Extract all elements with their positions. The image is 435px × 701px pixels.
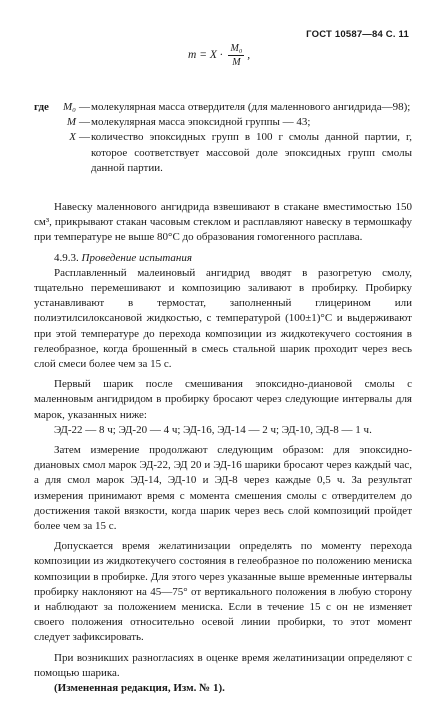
- page-header: ГОСТ 10587—84 С. 11: [306, 29, 409, 40]
- formula-comma: ,: [247, 49, 251, 62]
- formula-lhs: m: [188, 49, 197, 62]
- definition-row: [34, 100, 412, 115]
- section-title: Проведение испытания: [81, 251, 192, 264]
- definition-dash: —: [79, 131, 90, 144]
- paragraph-sample-prep: Навеску маленнового ангидрида взвешивают в стакане вместимостью 150 см³, прикрывают стакан часовым стеклом и расплавляют навеску в термошкафу при температуре не выше 80°С до образования гомогенного расплава.: [34, 201, 412, 244]
- paragraph-procedure: Расплавленный малеиновый ангидрид вводят в разогретую смолу, тщательно перемешивают и композицию заливают в пробирку. Пробирку устанавливают в термостат, заполненный глицерином или полиэтилсилоксановой жидкостью, с температурой (100±1)°С и выдерживают при этой температуре до перехода композиции из жидкотекучего состояния в гелеобразное, когда брошенный в смесь стальной шарик проходит через весь слой смеси более чем за 15 с.: [34, 266, 412, 371]
- section-heading: [34, 251, 412, 266]
- definition-row: [34, 115, 412, 130]
- definition-symbol: M: [66, 116, 76, 129]
- definition-dash: —: [79, 116, 90, 129]
- definition-text: количество эпоксидных групп в 100 г смолы данной партии, г, которое соответствует массовой доле эпоксидных групп смолы данной партии.: [91, 131, 412, 174]
- definition-symbol: X: [69, 131, 76, 144]
- body-text: [34, 200, 412, 701]
- paragraph-disputes: При возникших разногласиях в оценке время желатинизации определяют с помощью шарика.: [34, 651, 412, 679]
- definition-dash: —: [79, 101, 90, 113]
- paragraph-intervals-intro: Первый шарик после смешивания эпоксидно-диановой смолы с маленновым ангидридом в пробирку бросают через следующие интервалы для марок, указанных ниже:: [34, 378, 412, 421]
- definition-lead: где: [34, 101, 49, 113]
- formula-x: X: [209, 49, 217, 62]
- paragraph-measurement: Затем измерение продолжают следующим образом: для эпоксидно-диановых смол марок ЭД-22, ЭД 20 и ЭД-16 шарики бросают через каждый час, а для смол марок ЭД-14, ЭД-10 и ЭД-8 через каждые 0,5 ч. За результат измерения принимают время с момента смешения смолы с отвердителем до достижения такой вязкости, когда шарик через весь слой композиций пройдет более чем за 15 с.: [34, 444, 412, 533]
- definition-text: молекулярная масса эпоксидной группы — 43;: [91, 116, 311, 129]
- formula-dot: ·: [219, 49, 223, 62]
- formula-numerator: M₀: [230, 43, 243, 54]
- formula: [188, 42, 250, 69]
- paragraph-meniscus: Допускается время желатинизации определять по моменту перехода композиции из жидкотекучего состояния в гелеобразное по положению мениска композиции в пробирке. Для этого через указанные выше временные интервалы пробирку наклоняют на 45—75° от вертикального положения в любую сторону и наблюдают за положением мениска. Если в течение 15 с он не изменяет своего положения относительно осевой линии пробирки, то этот момент следует зафиксировать.: [34, 540, 412, 644]
- formula-denominator: M: [232, 57, 241, 68]
- formula-eq: =: [199, 49, 207, 62]
- definition-text: молекулярная масса отвердителя (для маленнового ангидрида—98);: [91, 101, 411, 113]
- formula-fraction: [228, 42, 244, 69]
- section-number: 4.9.3.: [54, 251, 79, 264]
- paragraph-revision-note: (Измененная редакция, Изм. № 1).: [54, 682, 225, 695]
- definition-symbol: M₀: [63, 101, 76, 113]
- paragraph-intervals: ЭД-22 — 8 ч; ЭД-20 — 4 ч; ЭД-16, ЭД-14 — 2 ч; ЭД-10, ЭД-8 — 1 ч.: [54, 423, 372, 436]
- definition-row: [34, 130, 412, 176]
- variable-definitions: [34, 100, 412, 176]
